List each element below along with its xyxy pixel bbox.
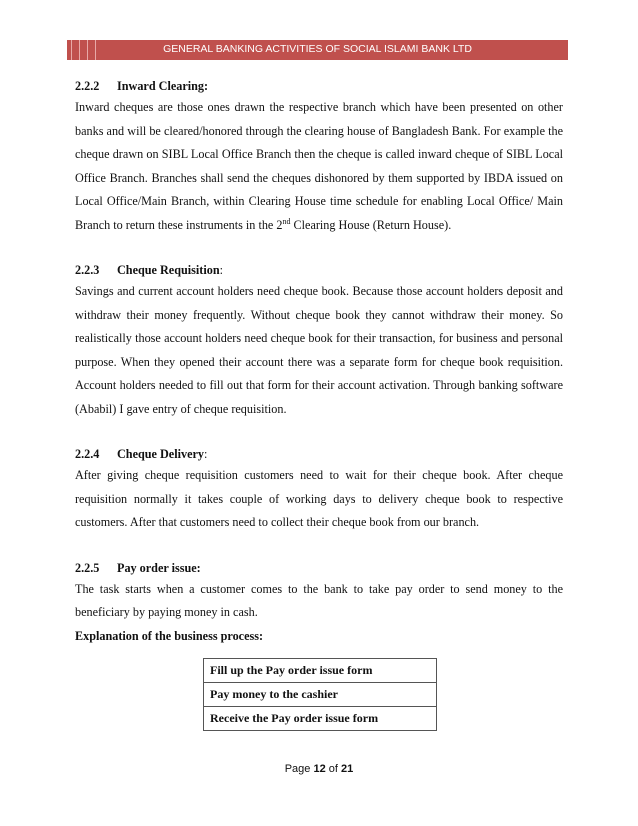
- section-title: Pay order issue:: [117, 560, 201, 575]
- header-title: GENERAL BANKING ACTIVITIES OF SOCIAL ISLAMI BANK LTD: [163, 43, 472, 55]
- section-title: Inward Clearing:: [117, 79, 209, 93]
- table-row: [204, 683, 437, 707]
- explanation-heading: Explanation of the business process:: [75, 628, 264, 643]
- page-number: 12: [313, 763, 326, 775]
- process-step: Fill up the Pay order issue form: [204, 659, 437, 683]
- paragraph-inward-clearing: [75, 96, 563, 237]
- section-number: 2.2.4: [75, 447, 100, 461]
- section-number: 2.2.3: [75, 263, 100, 277]
- process-step: Receive the Pay order issue form: [204, 707, 437, 731]
- section-number: 2.2.2: [75, 79, 100, 93]
- paragraph-cheque-delivery: After giving cheque requisition customers need to wait for their cheque book. After cheque requisition normally it takes couple of working days to delivery cheque book to respective customers. After that customers need to collect their cheque book from our branch.: [75, 468, 563, 529]
- of-word: of: [328, 763, 338, 775]
- page-footer: [0, 763, 638, 775]
- total-pages: 21: [341, 763, 354, 775]
- page-header: [67, 40, 568, 60]
- section-title: Cheque Requisition: [117, 263, 220, 277]
- superscript: nd: [282, 216, 291, 226]
- document-body: [75, 76, 563, 647]
- process-step: Pay money to the cashier: [204, 683, 437, 707]
- section-heading-cheque-delivery: [75, 444, 563, 464]
- section-number: 2.2.5: [75, 560, 100, 575]
- paragraph-pay-order: The task starts when a customer comes to the bank to take pay order to send money to the beneficiary by paying money in cash.: [75, 581, 563, 619]
- section-colon: :: [219, 263, 223, 277]
- paragraph-cheque-requisition: Savings and current account holders need cheque book. Because those account holders deposit and withdraw their money frequently. Without cheque book they cannot withdraw their money. So realistically those account holders need cheque book for their transaction, for business and personal purpose. When they opened their account there was a separate form for cheque book requisition. Account holders needed to fill out that form for their account activation. Through banking software (Ababil) I gave entry of cheque requisition.: [75, 284, 563, 416]
- section-heading-pay-order: [75, 558, 563, 578]
- page-word: Page: [284, 763, 311, 775]
- section-heading-cheque-requisition: [75, 260, 563, 280]
- section-title: Cheque Delivery: [117, 447, 204, 461]
- paragraph-text: Inward cheques are those ones drawn the respective branch which have been presented on other banks and will be cleared/honored through the clearing house of Bangladesh Bank. For example the cheque drawn on SIBL Local Office Branch then the cheque is called inward cheque of SIBL Local Office Branch. Branches shall send the cheques dishonored by them supported by IBDA issued on Local Office/Main Branch, within Clearing House time schedule for enabling Local Office/ Main Branch to return these instruments in the 2: [75, 100, 563, 232]
- table-row: [204, 659, 437, 683]
- table-row: [204, 707, 437, 731]
- section-heading-inward-clearing: [75, 76, 563, 96]
- business-process-table: [203, 658, 437, 731]
- paragraph-text-end: Clearing House (Return House).: [290, 217, 452, 232]
- section-colon: :: [204, 447, 208, 461]
